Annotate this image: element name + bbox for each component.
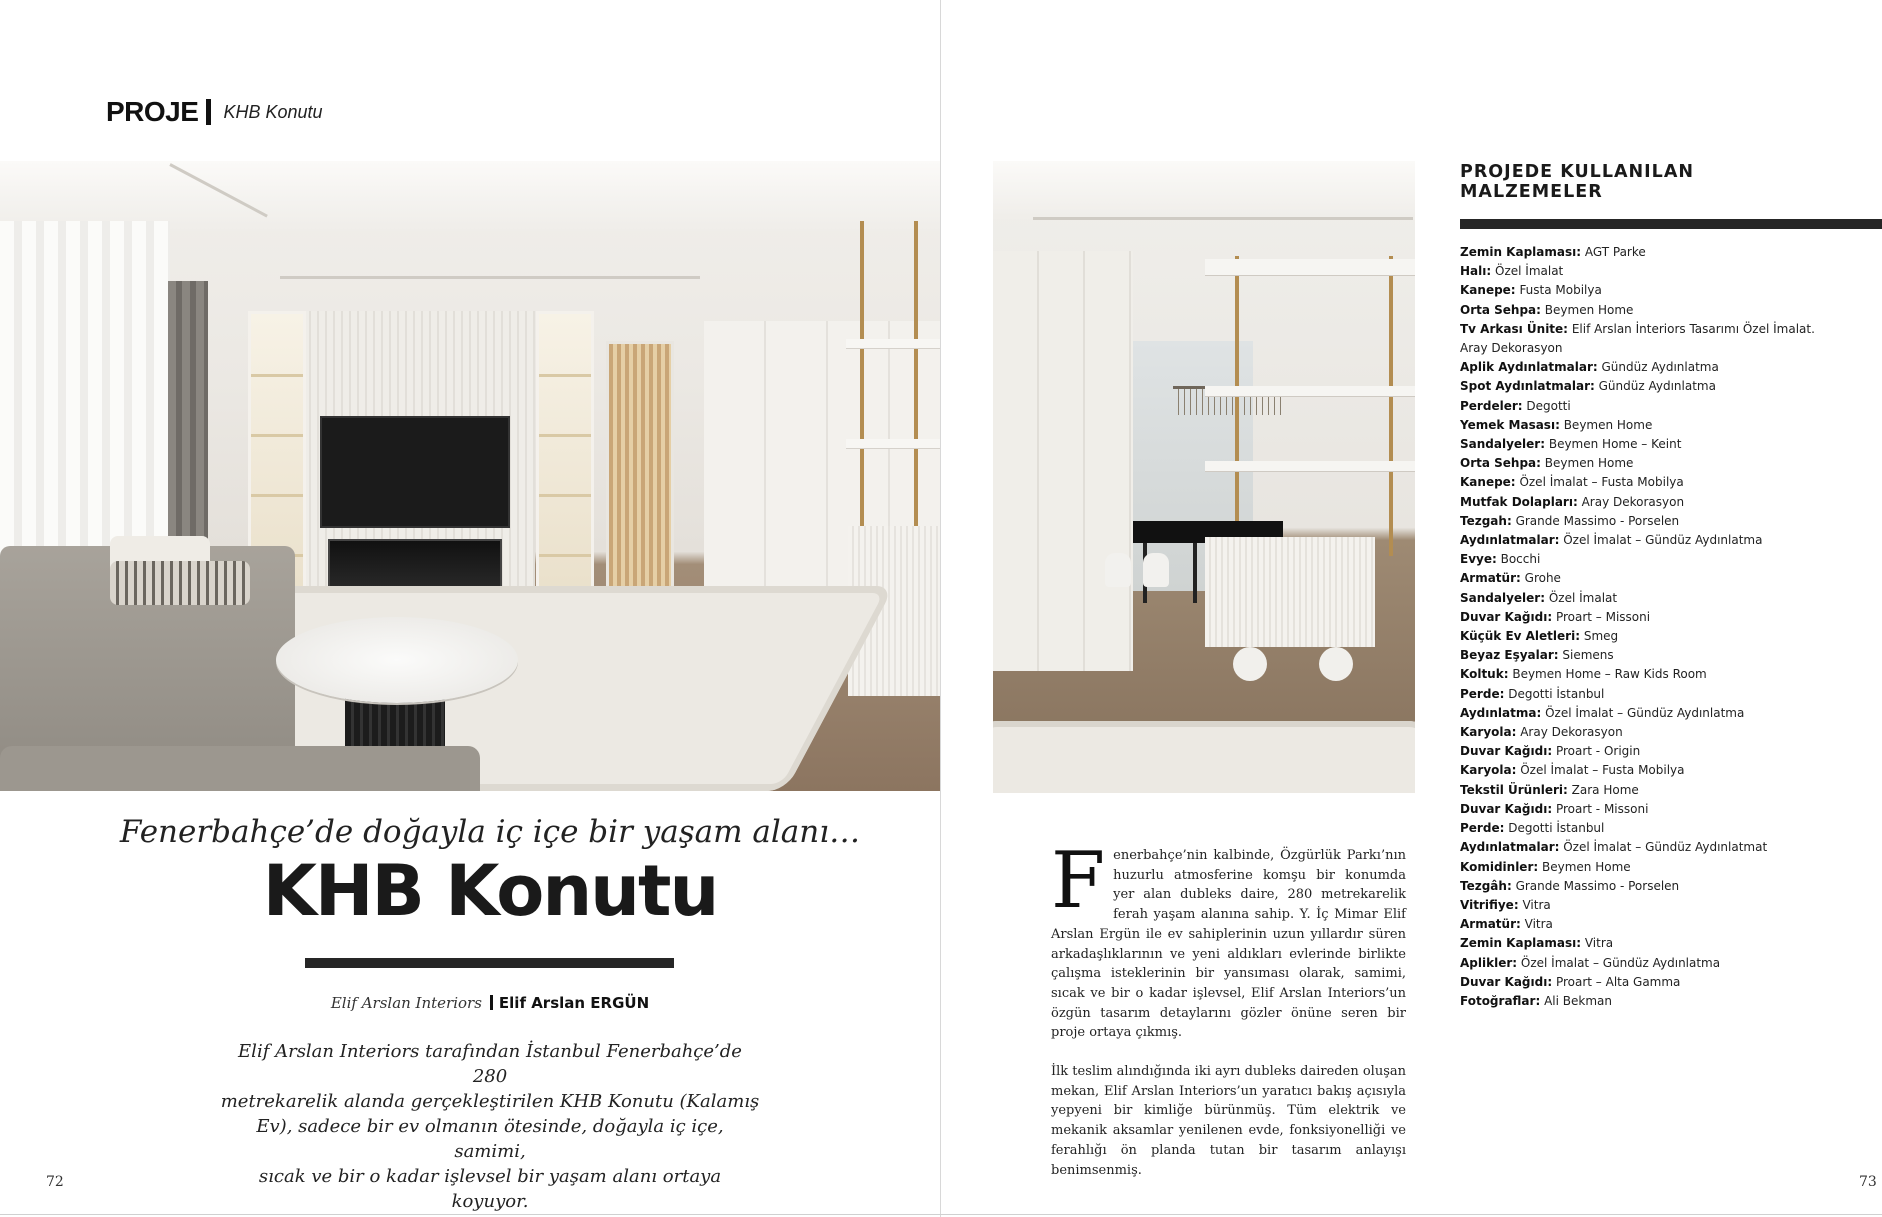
- photo-track-light: [1033, 217, 1413, 220]
- material-value: Elif Arslan İnteriors Tasarımı Özel İmalat.: [1571, 321, 1815, 336]
- material-value: Degotti İstanbul: [1508, 821, 1605, 836]
- material-item: [1460, 243, 1880, 262]
- photo-shelf: [1205, 259, 1415, 276]
- photo-glass-door: [606, 341, 674, 607]
- material-item: [1460, 262, 1880, 281]
- material-value: Beymen Home: [1544, 456, 1634, 471]
- material-item: [1460, 493, 1880, 512]
- page-number-right: 73: [1859, 1174, 1877, 1190]
- material-value: Grohe: [1524, 571, 1561, 586]
- material-item: [1460, 512, 1880, 531]
- material-label: Sandalyeler:: [1460, 590, 1546, 605]
- photo-brass-pole: [914, 221, 918, 551]
- material-item: [1460, 377, 1880, 396]
- section-subtitle: KHB Konutu: [223, 101, 323, 122]
- photo-rug: [993, 721, 1415, 793]
- material-value: Proart - Origin: [1555, 744, 1641, 759]
- material-value: Smeg: [1583, 629, 1619, 644]
- material-value: Vitra: [1522, 897, 1551, 912]
- material-label: Yemek Masası:: [1460, 417, 1560, 432]
- material-value: Beymen Home – Keint: [1548, 437, 1682, 452]
- photo-sofa-front: [0, 746, 480, 791]
- photo-brass-pole: [1389, 256, 1393, 556]
- header-divider: [206, 99, 211, 125]
- material-label: Küçük Ev Aletleri:: [1460, 629, 1580, 644]
- material-item: [1460, 800, 1880, 819]
- byline-divider: [490, 995, 493, 1010]
- material-label: Tezgah:: [1460, 513, 1512, 528]
- material-label: Spot Aydınlatmalar:: [1460, 379, 1595, 394]
- material-label: Duvar Kağıdı:: [1460, 609, 1553, 624]
- material-label: Duvar Kağıdı:: [1460, 801, 1553, 816]
- material-item: [1460, 819, 1880, 838]
- article-subtitle: Fenerbahçe’de doğayla iç içe bir yaşam alanı…: [119, 814, 861, 850]
- material-label: Karyola:: [1460, 725, 1517, 740]
- material-label: Kanepe:: [1460, 475, 1516, 490]
- living-room-photo: [0, 161, 940, 791]
- material-item: [1460, 704, 1880, 723]
- intro-line: Ev), sadece bir ev olmanın ötesinde, doğayla iç içe, samimi,: [256, 1116, 724, 1162]
- material-value: AGT Parke: [1584, 245, 1646, 259]
- material-value: Vitra: [1584, 936, 1614, 951]
- material-item: [1460, 397, 1880, 416]
- material-item: [1460, 301, 1880, 320]
- material-item: [1460, 569, 1880, 588]
- material-item: [1460, 858, 1880, 877]
- material-item: [1460, 339, 1880, 358]
- article-body: [1051, 836, 1406, 1180]
- material-item: [1460, 416, 1880, 435]
- materials-rule: [1460, 219, 1882, 229]
- photo-kitchen-island: [1205, 537, 1375, 647]
- material-label: Aydınlatmalar:: [1460, 533, 1560, 548]
- material-item: [1460, 473, 1880, 492]
- material-label: Tekstil Ürünleri:: [1460, 782, 1568, 797]
- byline-person: Elif Arslan ERGÜN: [498, 994, 650, 1012]
- photo-television: [320, 416, 510, 528]
- material-item: [1460, 934, 1880, 953]
- material-item: [1460, 723, 1880, 742]
- material-value: Aray Dekorasyon: [1520, 725, 1623, 740]
- material-value: Özel İmalat – Gündüz Aydınlatma: [1563, 533, 1763, 548]
- section-label: PROJE: [106, 96, 199, 127]
- photo-striped-pillow: [110, 561, 250, 605]
- right-page: [941, 0, 1882, 1217]
- intro-line: metrekarelik alanda gerçekleştirilen KHB Konutu (Kalamış: [220, 1091, 760, 1112]
- material-item: [1460, 550, 1880, 569]
- material-label: Tv Arkası Ünite:: [1460, 321, 1568, 336]
- material-value: Proart - Missoni: [1555, 801, 1649, 816]
- material-label: Evye:: [1460, 552, 1497, 567]
- material-label: Orta Sehpa:: [1460, 456, 1541, 471]
- material-item: [1460, 992, 1880, 1011]
- material-item: [1460, 954, 1880, 973]
- material-value: Aray Dekorasyon: [1581, 494, 1685, 509]
- material-value: Fusta Mobilya: [1519, 283, 1602, 298]
- material-item: [1460, 742, 1880, 761]
- material-value: Özel İmalat: [1495, 264, 1564, 279]
- material-value: Özel İmalat – Gündüz Aydınlatma: [1520, 955, 1721, 970]
- material-value: Gündüz Aydınlatma: [1598, 379, 1716, 394]
- material-label: Sandalyeler:: [1460, 437, 1546, 452]
- material-item: [1460, 435, 1880, 454]
- material-label: Aydınlatma:: [1460, 705, 1542, 720]
- material-value: Ali Bekman: [1544, 993, 1612, 1008]
- material-item: [1460, 838, 1880, 857]
- material-value: Özel İmalat – Fusta Mobilya: [1519, 475, 1684, 490]
- material-label: Aplik Aydınlatmalar:: [1460, 360, 1598, 375]
- material-label: Perde:: [1460, 821, 1505, 836]
- material-label: Tezgâh:: [1460, 878, 1512, 893]
- photo-ceiling: [993, 161, 1415, 221]
- intro-line: Elif Arslan Interiors tarafından İstanbul Fenerbahçe’de 280: [238, 1041, 742, 1087]
- page-number-left: 72: [46, 1174, 64, 1190]
- material-item: [1460, 761, 1880, 780]
- material-item: [1460, 877, 1880, 896]
- byline: [0, 994, 980, 1012]
- photo-shelf: [846, 339, 940, 349]
- photo-lit-niche: [536, 311, 594, 617]
- material-label: Fotoğraflar:: [1460, 993, 1541, 1008]
- byline-firm: Elif Arslan Interiors: [330, 994, 482, 1012]
- material-label: Koltuk:: [1460, 667, 1509, 682]
- material-label: Duvar Kağıdı:: [1460, 744, 1553, 759]
- material-label: Aydınlatmalar:: [1460, 840, 1560, 855]
- body-paragraph: [1051, 836, 1406, 1043]
- material-value: Degotti: [1526, 398, 1571, 413]
- material-item: [1460, 896, 1880, 915]
- material-value: Gündüz Aydınlatma: [1601, 360, 1719, 375]
- material-label: Kanepe:: [1460, 283, 1516, 298]
- material-item: [1460, 281, 1880, 300]
- material-value: Bocchi: [1500, 552, 1541, 567]
- photo-shelf: [1205, 386, 1415, 397]
- body-paragraph-2: İlk teslim alındığında iki ayrı dubleks daireden oluşan mekan, Elif Arslan Interiors’un yaratıcı bakış açısıyla yepyeni bir kimliğe bürünmüş. Tüm elektrik ve mekanik aksamlar yenilenen evde, fonksiyonelliği ve ferahlığı ön planda tutan bir tasarım anlayışı benimsenmiş.: [1051, 1064, 1406, 1178]
- material-value: Beymen Home: [1544, 302, 1634, 317]
- left-page: [0, 0, 940, 1217]
- material-item: [1460, 608, 1880, 627]
- material-label: Duvar Kağıdı:: [1460, 974, 1553, 989]
- material-item: [1460, 531, 1880, 550]
- material-label: Armatür:: [1460, 917, 1521, 932]
- material-value: Beymen Home: [1563, 417, 1653, 432]
- material-label: Komidinler:: [1460, 859, 1539, 874]
- photo-shelf: [846, 439, 940, 449]
- material-value: Vitra: [1524, 917, 1553, 932]
- material-value: Beymen Home – Raw Kids Room: [1512, 667, 1707, 682]
- body-paragraph-1-text: enerbahçe’nin kalbinde, Özgürlük Parkı’nın huzurlu atmosferine komşu bir konumda yer alan dubleks daire, 280 metrekarelik ferah yaşam alanına sahip. Y. İç Mimar Elif Arslan Ergün ile ev sahiplerinin uzun yıllardır süren arkadaşlıklarının ve yeni aldıkları evlerinde birlikte çalışma isteklerinin bir yansıması olarak, samimi, sıcak ve bir o kadar işlevsel, Elif Arslan Interiors’un özgün tasarım detaylarını gözler önüne seren bir proje ortaya çıkmış.: [1051, 848, 1406, 1041]
- material-value: Proart – Alta Gamma: [1555, 974, 1681, 989]
- intro-line: sıcak ve bir o kadar işlevsel bir yaşam alanı ortaya koyuyor.: [258, 1166, 722, 1212]
- title-rule: [305, 958, 674, 968]
- photo-island-foot: [1319, 647, 1353, 681]
- material-label: Aplikler:: [1460, 955, 1518, 970]
- material-label: Vitrifiye:: [1460, 897, 1519, 912]
- photo-shelf: [1205, 461, 1415, 472]
- materials-heading-line: PROJEDE KULLANILAN: [1460, 162, 1695, 182]
- material-label: Zemin Kaplaması:: [1460, 936, 1582, 951]
- material-item: [1460, 320, 1880, 339]
- material-label: Karyola:: [1460, 763, 1517, 778]
- photo-chair: [1143, 553, 1169, 587]
- material-value: Özel İmalat – Gündüz Aydınlatma: [1545, 705, 1745, 720]
- material-value: Beymen Home: [1542, 859, 1631, 874]
- material-label: Perde:: [1460, 686, 1505, 701]
- material-item: [1460, 358, 1880, 377]
- materials-heading: [1460, 162, 1694, 202]
- material-label: Mutfak Dolapları:: [1460, 494, 1578, 509]
- drop-cap: F: [1051, 836, 1106, 926]
- material-label: Zemin Kaplaması:: [1460, 245, 1582, 259]
- material-label: Beyaz Eşyalar:: [1460, 648, 1559, 663]
- material-item: [1460, 685, 1880, 704]
- material-item: [1460, 781, 1880, 800]
- dining-room-photo: [993, 161, 1415, 793]
- material-item: [1460, 646, 1880, 665]
- material-value: Proart – Missoni: [1555, 609, 1651, 624]
- material-item: [1460, 627, 1880, 646]
- material-item: [1460, 973, 1880, 992]
- material-item: [1460, 915, 1880, 934]
- material-value: Grande Massimo - Porselen: [1515, 513, 1680, 528]
- material-value: Özel İmalat: [1548, 590, 1618, 605]
- material-value: Özel İmalat – Fusta Mobilya: [1520, 763, 1685, 778]
- photo-track-light: [280, 276, 700, 279]
- materials-heading-line: MALZEMELER: [1460, 182, 1603, 202]
- intro-paragraph: [220, 1039, 760, 1214]
- material-value: Degotti İstanbul: [1508, 686, 1605, 701]
- section-header: [106, 96, 323, 128]
- material-value: Grande Massimo - Porselen: [1515, 878, 1680, 893]
- materials-list: [1460, 243, 1880, 1011]
- photo-wall-panels: [993, 251, 1133, 671]
- photo-table-leg: [1193, 543, 1197, 603]
- photo-brass-pole: [1235, 256, 1239, 556]
- material-value: Aray Dekorasyon: [1460, 341, 1563, 356]
- photo-chair: [1105, 553, 1131, 587]
- material-label: Perdeler:: [1460, 398, 1523, 413]
- material-value: Siemens: [1562, 648, 1614, 663]
- material-label: Halı:: [1460, 264, 1492, 279]
- material-item: [1460, 589, 1880, 608]
- material-value: Özel İmalat – Gündüz Aydınlatmat: [1563, 840, 1768, 855]
- photo-island-foot: [1233, 647, 1267, 681]
- material-value: Zara Home: [1571, 782, 1639, 797]
- photo-coffee-table: [276, 617, 518, 703]
- material-item: [1460, 454, 1880, 473]
- material-label: Orta Sehpa:: [1460, 302, 1541, 317]
- article-title: KHB Konutu: [262, 850, 718, 932]
- material-item: [1460, 665, 1880, 684]
- material-label: Armatür:: [1460, 571, 1521, 586]
- photo-brass-pole: [860, 221, 864, 551]
